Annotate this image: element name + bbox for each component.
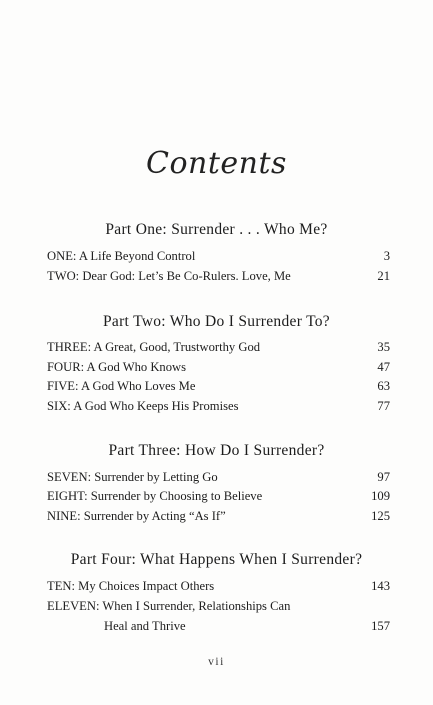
toc-entry: [47, 596, 390, 616]
toc-entry: [47, 506, 390, 526]
toc-entry-label: SIX: A God Who Keeps His Promises: [47, 399, 239, 413]
toc-entry-continued: [47, 616, 390, 636]
toc-entry: [47, 576, 390, 596]
page-number: vii: [208, 656, 225, 668]
toc-entry-label: TEN: My Choices Impact Others: [47, 579, 215, 593]
toc-entry-page: 157: [371, 619, 390, 633]
toc-entry: [47, 486, 390, 506]
toc-entry: [47, 266, 390, 286]
toc-entry-label: ELEVEN: When I Surrender, Relationships Can: [47, 599, 291, 613]
toc-entry: [47, 357, 390, 377]
part-heading: Part One: Surrender . . . Who Me?: [105, 221, 328, 238]
toc-entry-label: NINE: Surrender by Acting “As If”: [47, 509, 226, 523]
toc-entry: [47, 396, 390, 416]
toc-entry: [47, 467, 390, 487]
toc-entry-page: 143: [371, 579, 390, 593]
toc-entry-page: 109: [371, 489, 390, 503]
toc-entry: [47, 376, 390, 396]
toc-entry-label: SEVEN: Surrender by Letting Go: [47, 470, 218, 484]
page-title: Contents: [146, 146, 287, 181]
toc-entry-label: Heal and Thrive: [104, 619, 186, 633]
part-heading: Part Four: What Happens When I Surrender?: [70, 551, 363, 568]
toc-entry-page: 125: [371, 509, 390, 523]
toc-entry-page: 21: [377, 269, 390, 283]
part-heading: Part Two: Who Do I Surrender To?: [103, 313, 330, 330]
toc-entry-label: ONE: A Life Beyond Control: [47, 249, 196, 263]
toc-entry-page: 63: [377, 379, 390, 393]
toc-entry: [47, 337, 390, 357]
toc-entry-page: 35: [377, 340, 390, 354]
toc-entry-page: 3: [383, 249, 390, 263]
toc-entry-label: THREE: A Great, Good, Trustworthy God: [47, 340, 261, 354]
toc-entry-label: FIVE: A God Who Loves Me: [47, 379, 196, 393]
toc-entry-label: EIGHT: Surrender by Choosing to Believe: [47, 489, 263, 503]
toc-entry: [47, 246, 390, 266]
part-heading: Part Three: How Do I Surrender?: [108, 442, 325, 459]
toc-entry-label: FOUR: A God Who Knows: [47, 360, 187, 374]
toc-entry-page: 97: [377, 470, 390, 484]
toc-entry-page: 47: [377, 360, 390, 374]
toc-entry-label: TWO: Dear God: Let’s Be Co-Rulers. Love, Me: [47, 269, 291, 283]
toc-entry-page: 77: [377, 399, 390, 413]
